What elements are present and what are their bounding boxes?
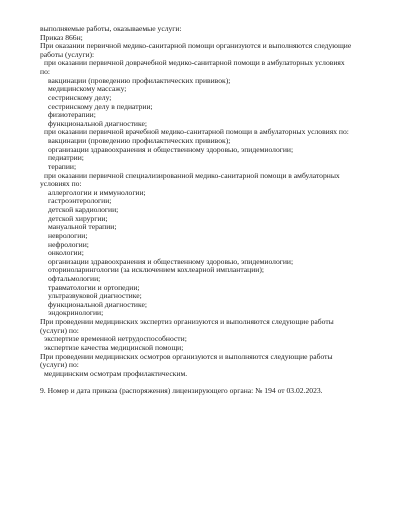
document-line: При оказании первичной медико-санитарной помощи организуются и выполняются следующие <box>40 41 352 51</box>
document-line: медицинским осмотрам профилактическим. <box>44 368 188 378</box>
document-line: При проведении медицинских экспертиз организуются и выполняются следующие работы <box>40 317 334 327</box>
document-line: терапии; <box>48 161 77 171</box>
document-line: оториноларингологии (за исключением кохлеарной имплантации); <box>48 265 264 275</box>
document-line: неврологии; <box>48 230 88 240</box>
document-line: нефрологии; <box>48 239 89 249</box>
document-line: аллергологии и иммунологии; <box>48 187 146 197</box>
document-line: Приказ 866н; <box>40 32 83 42</box>
document-line: экспертизе качества медицинской помощи; <box>44 342 184 352</box>
document-line: детской хирургии; <box>48 213 108 223</box>
document-line: сестринскому делу; <box>48 92 112 102</box>
document-line: при оказании первичной специализированной медико-санитарной помощи в амбулаторных <box>44 170 340 180</box>
document-line: травматологии и ортопедии; <box>48 282 140 292</box>
document-line: условиях по: <box>40 179 82 189</box>
document-line: педиатрии; <box>48 153 84 163</box>
document-line: при оказании первичной врачебной медико-санитарной помощи в амбулаторных условиях по: <box>44 127 349 137</box>
document-line: медицинскому массажу; <box>48 84 127 94</box>
document-line: функциональной диагностике; <box>48 299 147 309</box>
document-line: онкологии; <box>48 248 84 258</box>
document-line: мануальной терапии; <box>48 222 117 232</box>
document-line: (услуги) по: <box>40 360 79 370</box>
document-line: экспертизе временной нетрудоспособности; <box>44 334 187 344</box>
document-line: вакцинации (проведению профилактических прививок); <box>48 75 231 85</box>
document-line: 9. Номер и дата приказа (распоряжения) лицензирующего органа: № 194 от 03.02.2023. <box>40 386 323 396</box>
document-line: офтальмологии; <box>48 273 101 283</box>
document-line: работы (услуги): <box>40 49 95 59</box>
document-line: выполняемые работы, оказываемые услуги: <box>40 24 182 33</box>
document-line: вакцинации (проведению профилактических прививок); <box>48 136 231 146</box>
document-line: физиотерапии; <box>48 110 96 120</box>
document-line: ультразвуковой диагностике; <box>48 291 142 301</box>
document-line: организации здравоохранения и общественному здоровью, эпидемиологии; <box>48 144 294 154</box>
document-line: детской кардиологии; <box>48 205 119 215</box>
document-line: организации здравоохранения и общественному здоровью, эпидемиологии; <box>48 256 294 266</box>
document-line: При проведении медицинских осмотров организуются и выполняются следующие работы <box>40 351 333 361</box>
document-line: (услуги) по: <box>40 325 79 335</box>
document-line: функциональной диагностике; <box>48 118 147 128</box>
document-line: эндокринологии; <box>48 308 104 318</box>
document-line: по: <box>40 67 50 77</box>
document-line: гастроэнтерологии; <box>48 196 112 206</box>
document-line: сестринскому делу в педиатрии; <box>48 101 153 111</box>
document-line: при оказании первичной доврачебной медико-санитарной помощи в амбулаторных условиях <box>44 58 345 68</box>
